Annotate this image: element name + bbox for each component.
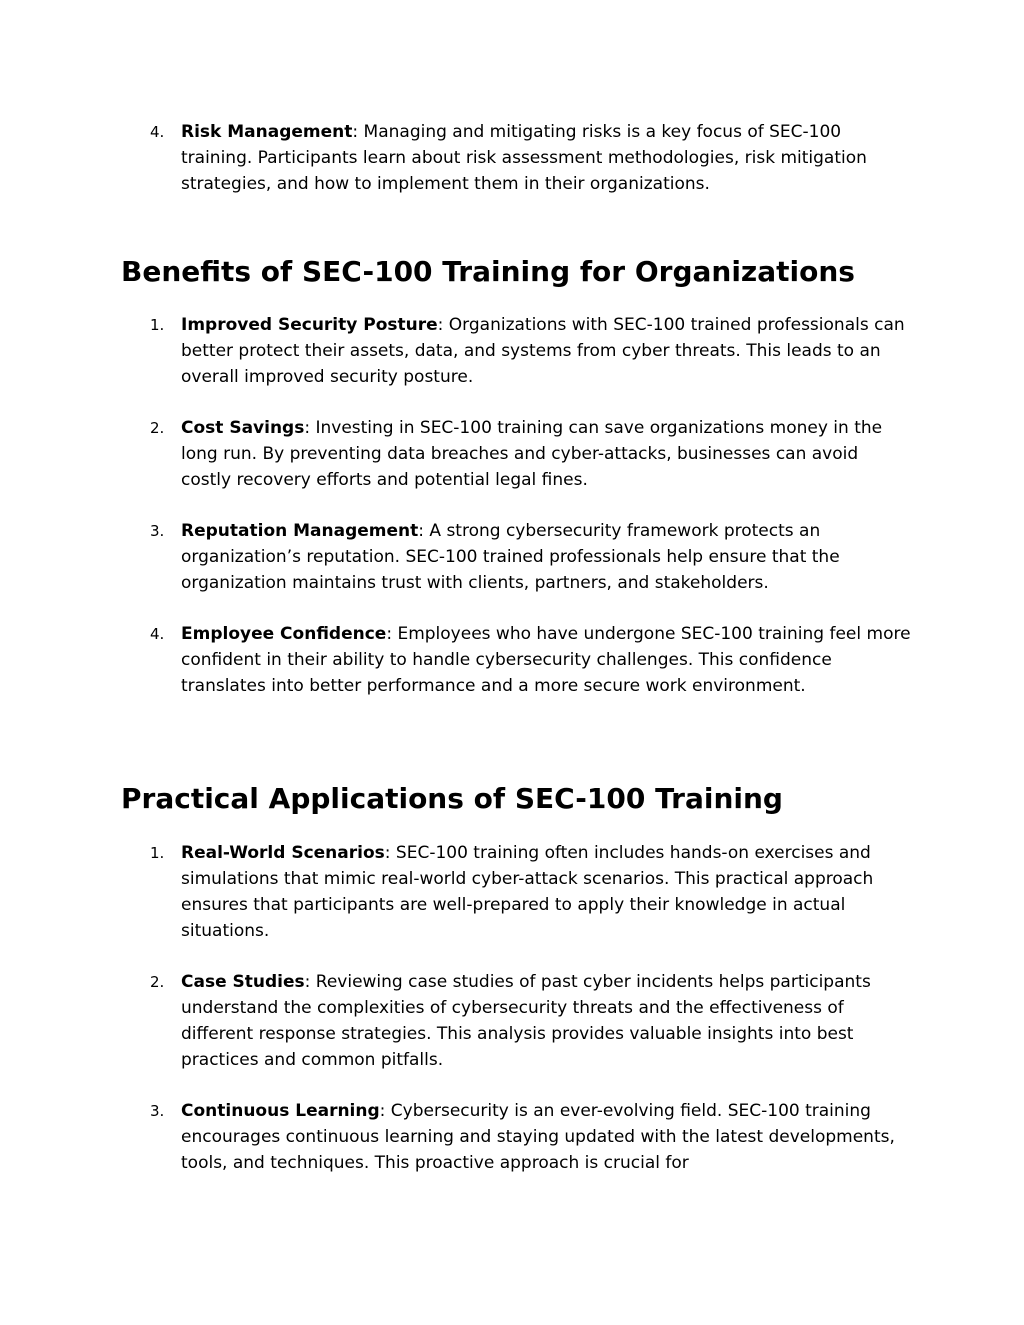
list-number: 2. xyxy=(150,419,165,437)
practical-heading: Practical Applications of SEC-100 Training xyxy=(121,782,783,815)
list-number: 1. xyxy=(150,844,165,862)
list-item xyxy=(0,621,1024,699)
list-item-term: Risk Management xyxy=(181,122,353,142)
list-item xyxy=(0,312,1024,390)
list-spacer xyxy=(0,1073,1024,1098)
list-item-description: : SEC-100 training often includes hands-on exercises and simulations that mimic real-world cyber-attack scenarios. This practical approach ensures that participants are well-prepared to apply their knowledge in actual situations. xyxy=(181,843,874,941)
list-item xyxy=(0,969,1024,1073)
benefits-heading: Benefits of SEC-100 Training for Organizations xyxy=(121,255,855,288)
list-item-description: : Investing in SEC-100 training can save organizations money in the long run. By preventing data breaches and cyber-attacks, businesses can avoid costly recovery efforts and potential legal fines. xyxy=(181,418,883,490)
list-item xyxy=(0,119,1024,197)
list-item-term: Real-World Scenarios xyxy=(181,843,385,863)
list-item-term: Employee Confidence xyxy=(181,624,387,644)
list-item-text xyxy=(181,312,911,390)
intro-list xyxy=(0,119,1024,197)
list-number: 4. xyxy=(150,625,165,643)
list-item-description: : Cybersecurity is an ever-evolving field. SEC-100 training encourages continuous learning and staying updated with the latest developments, tools, and techniques. This proactive approach is crucial for xyxy=(181,1101,895,1173)
list-number: 3. xyxy=(150,522,165,540)
list-number: 2. xyxy=(150,973,165,991)
benefits-list xyxy=(0,312,1024,699)
list-spacer xyxy=(0,390,1024,415)
list-item-term: Case Studies xyxy=(181,972,305,992)
list-item-description: : Managing and mitigating risks is a key focus of SEC-100 training. Participants learn about risk assessment methodologies, risk mitigation strategies, and how to implement them in their organizations. xyxy=(181,122,867,194)
list-spacer xyxy=(0,493,1024,518)
list-item-description: : A strong cybersecurity framework protects an organization’s reputation. SEC-100 trained professionals help ensure that the organization maintains trust with clients, partners, and stakeholders. xyxy=(181,521,840,593)
list-item xyxy=(0,840,1024,944)
list-item-term: Reputation Management xyxy=(181,521,419,541)
list-item-text xyxy=(181,840,911,944)
practical-list xyxy=(0,840,1024,1176)
list-item xyxy=(0,415,1024,493)
list-item-description: : Employees who have undergone SEC-100 training feel more confident in their ability to handle cybersecurity challenges. This confidence translates into better performance and a more secure work environment. xyxy=(181,624,911,696)
list-item-description: : Reviewing case studies of past cyber incidents helps participants understand the complexities of cybersecurity threats and the effectiveness of different response strategies. This analysis provides valuable insights into best practices and common pitfalls. xyxy=(181,972,871,1070)
list-number: 1. xyxy=(150,316,165,334)
list-spacer xyxy=(0,944,1024,969)
list-item-text xyxy=(181,415,911,493)
list-item-text xyxy=(181,1098,911,1176)
list-spacer xyxy=(0,596,1024,621)
list-item-term: Cost Savings xyxy=(181,418,305,438)
list-item xyxy=(0,1098,1024,1176)
list-item xyxy=(0,518,1024,596)
list-item-term: Continuous Learning xyxy=(181,1101,380,1121)
list-item-text xyxy=(181,518,911,596)
list-item-term: Improved Security Posture xyxy=(181,315,438,335)
list-item-text xyxy=(181,969,911,1073)
list-number: 4. xyxy=(150,123,165,141)
list-number: 3. xyxy=(150,1102,165,1120)
list-item-text xyxy=(181,621,911,699)
list-item-text xyxy=(181,119,911,197)
list-item-description: : Organizations with SEC-100 trained professionals can better protect their assets, data, and systems from cyber threats. This leads to an overall improved security posture. xyxy=(181,315,905,387)
